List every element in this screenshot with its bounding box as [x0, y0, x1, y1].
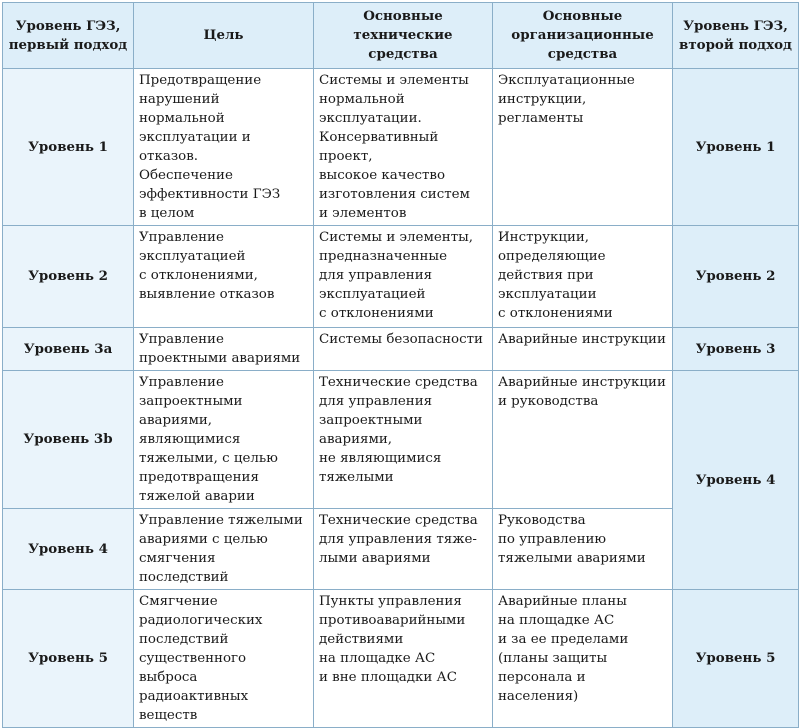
- second-level-cell: Уровень 2: [673, 226, 799, 328]
- level-cell: Уровень 5: [3, 590, 134, 728]
- header-row: [3, 3, 799, 69]
- table-row: [3, 69, 799, 226]
- tech-cell: Технические средства для управления тяже- лыми авариями: [314, 509, 493, 590]
- level-cell: Уровень 3b: [3, 371, 134, 509]
- table-row: [3, 590, 799, 728]
- goal-cell: Смягчение радиологических последствий существенного выброса радиоактивных веществ: [134, 590, 314, 728]
- org-cell: Аварийные планы на площадке АС и за ее пределами (планы защиты персонала и населения): [493, 590, 673, 728]
- level-cell: Уровень 1: [3, 69, 134, 226]
- org-cell: Аварийные инструкции: [493, 328, 673, 371]
- tech-cell: Системы безопасности: [314, 328, 493, 371]
- goal-cell: Управление проектными авариями: [134, 328, 314, 371]
- tech-cell: Системы и элементы, предназначенные для управления эксплуатацией с отклонениями: [314, 226, 493, 328]
- table-row: [3, 328, 799, 371]
- org-cell: Руководства по управлению тяжелыми авариями: [493, 509, 673, 590]
- level-cell: Уровень 4: [3, 509, 134, 590]
- tech-cell: Системы и элементы нормальной эксплуатации. Консервативный проект, высокое качество изготовления систем и элементов: [314, 69, 493, 226]
- level-cell: Уровень 3а: [3, 328, 134, 371]
- header-level-first: Уровень ГЭЗ, первый подход: [3, 3, 134, 69]
- org-cell: Инструкции, определяющие действия при эксплуатации с отклонениями: [493, 226, 673, 328]
- second-level-cell: Уровень 5: [673, 590, 799, 728]
- org-cell: Аварийные инструкции и руководства: [493, 371, 673, 509]
- second-level-cell: Уровень 3: [673, 328, 799, 371]
- goal-cell: Управление эксплуатацией с отклонениями, выявление отказов: [134, 226, 314, 328]
- table-row: [3, 371, 799, 509]
- tech-cell: Технические средства для управления запроектными авариями, не являющимися тяжелыми: [314, 371, 493, 509]
- goal-cell: Предотвращение нарушений нормальной эксплуатации и отказов. Обеспечение эффективности ГЭЗ в целом: [134, 69, 314, 226]
- goal-cell: Управление тяжелыми авариями с целью смягчения последствий: [134, 509, 314, 590]
- second-level-cell: Уровень 1: [673, 69, 799, 226]
- second-level-cell: Уровень 4: [673, 371, 799, 590]
- defense-in-depth-table: [2, 2, 799, 728]
- goal-cell: Управление запроектными авариями, являющимися тяжелыми, с целью предотвращения тяжелой аварии: [134, 371, 314, 509]
- header-tech: Основные технические средства: [314, 3, 493, 69]
- header-org: Основные организационные средства: [493, 3, 673, 69]
- header-level-second: Уровень ГЭЗ, второй подход: [673, 3, 799, 69]
- level-cell: Уровень 2: [3, 226, 134, 328]
- org-cell: Эксплуатационные инструкции, регламенты: [493, 69, 673, 226]
- header-goal: Цель: [134, 3, 314, 69]
- tech-cell: Пункты управления противоаварийными действиями на площадке АС и вне площадки АС: [314, 590, 493, 728]
- table-row: [3, 226, 799, 328]
